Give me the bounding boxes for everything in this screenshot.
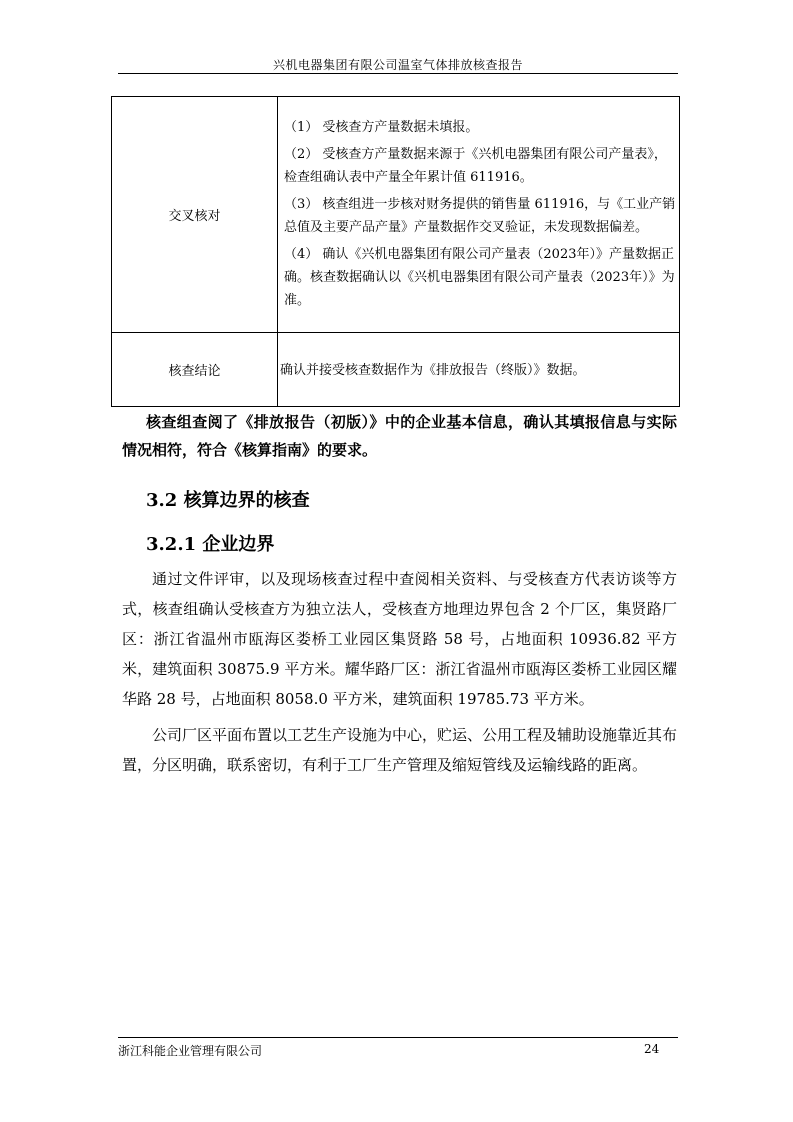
body-paragraph-layout: 公司厂区平面布置以工艺生产设施为中心，贮运、公用工程及辅助设施靠近其布置，分区明确，联系密切，有利于工厂生产管理及缩短管线及运输线路的距离。 [122, 726, 678, 774]
section-heading: 3.2 核算边界的核查 [146, 490, 310, 511]
cross-check-item-4: （4） 确认《兴机电器集团有限公司产量表（2023年）》产量数据正确。核查数据确认以《兴机电器集团有限公司产量表（2023年）》为准。 [284, 246, 675, 308]
footer-company: 浙江科能企业管理有限公司 [118, 1044, 263, 1058]
cross-check-item-3: （3） 核查组进一步核对财务提供的销售量 611916，与《工业产销总值及主要产品产量》产量数据作交叉验证，未发现数据偏差。 [284, 196, 676, 235]
bold-summary-paragraph: 核查组查阅了《排放报告（初版）》中的企业基本信息，确认其填报信息与实际情况相符，符合《核算指南》的要求。 [122, 413, 677, 459]
cross-check-label: 交叉核对 [112, 97, 278, 333]
page-number: 24 [644, 1042, 660, 1056]
table-row-cross-check [112, 97, 680, 333]
header-rule [118, 73, 678, 74]
table-row-conclusion [112, 333, 680, 407]
conclusion-label: 核查结论 [112, 333, 278, 407]
cross-check-content [278, 97, 680, 333]
body-paragraph-boundary: 通过文件评审，以及现场核查过程中查阅相关资料、与受核查方代表访谈等方式，核查组确认受核查方为独立法人，受核查方地理边界包含 2 个厂区，集贤路厂区：浙江省温州市瓯海区娄桥工业园区集贤路 58 号，占地面积 10936.82 平方米，建筑面积 30875.9 平方米。耀华路厂区：浙江省温州市瓯海区娄桥工业园区耀华路 28 号，占地面积 8058.0 平方米，建筑面积 19785.73 平方米。 [122, 570, 677, 708]
conclusion-text: 确认并接受核查数据作为《排放报告（终版）》数据。 [278, 333, 680, 407]
page-header: 兴机电器集团有限公司温室气体排放核查报告 [272, 58, 523, 72]
footer-rule [118, 1037, 678, 1038]
verification-table [111, 96, 680, 407]
subsection-heading: 3.2.1 企业边界 [146, 534, 275, 555]
cross-check-item-2: （2） 受核查方产量数据来源于《兴机电器集团有限公司产量表》，检查组确认表中产量全年累计值 611916。 [284, 146, 667, 185]
cross-check-item-1: （1） 受核查方产量数据未填报。 [284, 119, 479, 135]
